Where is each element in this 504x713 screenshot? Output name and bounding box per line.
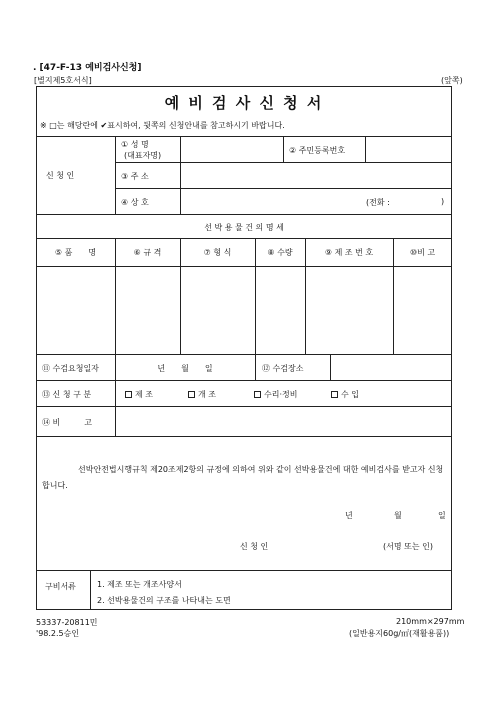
checkbox-import[interactable]: [331, 391, 338, 398]
inspection-place-field[interactable]: [331, 355, 451, 379]
applicant-section-label: 신 청 인: [46, 171, 75, 180]
divider: [36, 214, 452, 215]
date-day: 일: [438, 511, 446, 520]
column-header-quantity: ⑧ 수량: [267, 248, 293, 257]
address-field[interactable]: [181, 163, 451, 187]
column-header-serial: ⑨ 제 조 번 호: [324, 248, 374, 257]
date-year: 년: [345, 511, 353, 520]
side-label: (앞쪽): [441, 76, 463, 85]
divider: [90, 570, 91, 610]
name-sub-label: (대표자명): [124, 151, 162, 160]
divider: [283, 136, 284, 162]
divider: [36, 570, 452, 571]
address-label: ③ 주 소: [121, 172, 149, 181]
inspection-date-label: ⑪ 수검요청일자: [42, 364, 99, 373]
model-field[interactable]: [181, 267, 254, 353]
phone-label: (전화 :: [366, 198, 390, 207]
signature-sign-label: (서명 또는 인): [383, 542, 433, 551]
footer-paper-type: (일반용지60g/㎡(재활용품)): [349, 629, 450, 638]
inspection-date-field[interactable]: 년 월 일: [157, 364, 213, 373]
form-code: . [47-F-13 예비검사신청]: [33, 63, 142, 73]
attachment-label: [별지제5호서식]: [34, 76, 92, 85]
statement-text: 선박안전법시행규칙 제20조제2항의 규정에 의하여 위와 같이 선박용물건에 대한 예비검사를 받고자 신청합니다.: [42, 465, 444, 490]
name-field[interactable]: [181, 137, 282, 161]
divider: [115, 380, 116, 406]
name-label: ① 성 명: [121, 140, 149, 149]
footer-approval: '98.2.5승인: [36, 629, 80, 638]
divider: [36, 238, 452, 239]
footer-paper-size: 210mm×297mm: [396, 617, 465, 626]
divider: [255, 354, 256, 380]
company-label: ④ 상 호: [121, 198, 149, 207]
inspection-place-label: ⑫ 수검장소: [262, 364, 304, 373]
remarks-field[interactable]: [116, 407, 451, 435]
resident-id-field[interactable]: [366, 137, 451, 161]
signature-field[interactable]: [290, 536, 380, 554]
documents-label: 구비서류: [45, 582, 76, 591]
product-field[interactable]: [37, 267, 114, 353]
spec-field[interactable]: [116, 267, 179, 353]
quantity-field[interactable]: [256, 267, 304, 353]
checkbox-repair[interactable]: [254, 391, 261, 398]
divider: [115, 136, 116, 214]
phone-field[interactable]: [408, 189, 440, 213]
resident-id-label: ② 주민등록번호: [289, 146, 346, 155]
signature-applicant-label: 신 청 인: [240, 542, 269, 551]
column-header-product: ⑤ 품 명: [54, 248, 97, 257]
date-month: 월: [394, 511, 402, 520]
checkbox-manufacture[interactable]: [125, 391, 132, 398]
divider: [36, 436, 452, 437]
phone-close: ): [441, 197, 445, 206]
items-section-title: 선 박 용 물 건 의 명 세: [204, 223, 284, 232]
checkbox-remodel[interactable]: [188, 391, 195, 398]
notice-text: ※ □는 해당란에 ✔표시하여, 뒷쪽의 신청안내를 참고하시기 바랍니다.: [40, 121, 285, 130]
option-import[interactable]: 수 입: [331, 389, 359, 400]
option-remodel[interactable]: 개 조: [188, 389, 216, 400]
footer-code: 53337-20811민: [36, 618, 98, 627]
remarks-label: ⑭ 비 고: [42, 418, 92, 427]
column-header-spec: ⑥ 규 격: [133, 248, 162, 257]
serial-field[interactable]: [306, 267, 392, 353]
request-type-label: ⑬ 신 청 구 분: [42, 390, 92, 399]
option-repair[interactable]: 수리·정비: [254, 389, 297, 400]
column-header-model: ⑦ 형 식: [203, 248, 232, 257]
divider: [36, 380, 452, 381]
option-manufacture[interactable]: 제 조: [125, 389, 153, 400]
column-header-remarks: ⑩비 고: [409, 248, 436, 257]
document-item: 2. 선박용물건의 구조를 나타내는 도면: [97, 596, 231, 605]
company-field[interactable]: [181, 189, 361, 213]
document-item: 1. 제조 또는 개조사양서: [97, 580, 182, 589]
form-title: 예 비 검 사 신 청 서: [164, 94, 324, 112]
item-remarks-field[interactable]: [394, 267, 451, 353]
